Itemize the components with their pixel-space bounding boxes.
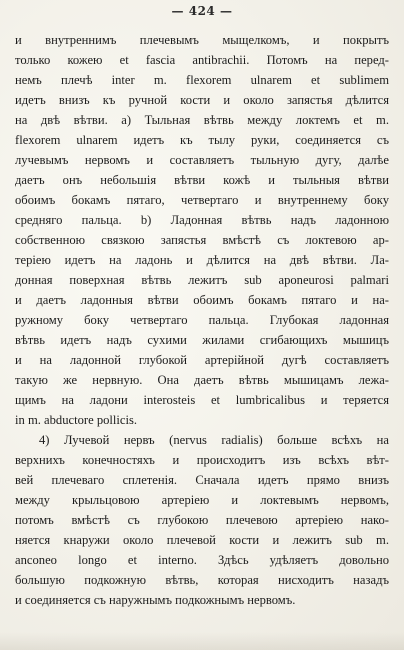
text-line: flexorem ulnarem идетъ къ тылу руки, соединяется съ	[15, 133, 389, 147]
text-line: между крыльцовою артеріею и локтевымъ нервомъ,	[15, 493, 389, 507]
text-line: и соединяется съ наружнымъ подкожнымъ нервомъ.	[15, 593, 296, 607]
text-line: anconeo longo et interno. Здѣсь удѣляетъ довольно	[15, 553, 389, 567]
text-line: немъ плечѣ inter m. flexorem ulnarem et sublimem	[15, 73, 389, 87]
text-line: вей плечеваго сплетенія. Сначала идетъ прямо внизъ	[15, 473, 389, 487]
text-line: большую подкожную вѣтвь, которая нисходитъ назадъ	[15, 573, 389, 587]
text-line: няется кнаружи около плечевой кости и лежитъ sub m.	[15, 533, 389, 547]
text-line: in m. abductore pollicis.	[15, 413, 138, 427]
text-line: теріею идетъ на ладонь и дѣлится на двѣ вѣтви. Ла-	[15, 253, 389, 267]
text-line: обоимъ бокамъ пятаго, четвертаго и внутреннему боку	[15, 193, 389, 207]
text-line: даетъ онъ небольшія вѣтви кожѣ и тыльныя вѣтви	[15, 173, 389, 187]
text-line: идетъ внизъ къ ручной кости и около запястья дѣлится	[15, 93, 389, 107]
page-number: — 424 —	[171, 4, 233, 18]
text-line: на двѣ вѣтви. a) Тыльная вѣтвь между локтемъ et m.	[15, 113, 389, 127]
text-line: только кожею et fascia antibrachii. Потомъ на перед-	[15, 53, 389, 67]
text-line: собственною связкою запястья вмѣстѣ съ локтевою ар-	[15, 233, 389, 247]
text-line: и внутреннимъ плечевымъ мыщелкомъ, и покрытъ	[15, 33, 389, 47]
text-line: средняго пальца. b) Ладонная вѣтвь надъ ладонною	[15, 213, 389, 227]
text-line: лучевымъ нервомъ и составляетъ тыльную дугу, далѣе	[15, 153, 389, 167]
text-line: щимъ на ладони interosteis et lumbricalibus и теряется	[15, 393, 389, 407]
text-line: такую же нервную. Она даетъ вѣтвь мышицамъ лежа-	[15, 373, 389, 387]
page-edge-shadow	[0, 632, 404, 650]
text-line: ружному боку четвертаго пальца. Глубокая ладонная	[15, 313, 389, 327]
text-line: и даетъ ладонныя вѣтви обоимъ бокамъ пятаго и на-	[15, 293, 389, 307]
text-line: донная поверхная вѣтвь лежитъ sub aponeurosi palmari	[15, 273, 389, 287]
text-line: потомъ вмѣстѣ съ глубокою плечевою артеріею нако-	[15, 513, 389, 527]
body-text	[15, 30, 389, 610]
text-line: вѣтвь идетъ надъ сухими жилами сгибающихъ мышицъ	[15, 333, 389, 347]
text-line: и на ладонной глубокой артерійной дугѣ составляетъ	[15, 353, 389, 367]
section-heading-line: 4) Лучевой нервъ (nervus radialis) больше всѣхъ на	[39, 433, 389, 447]
text-line: верхнихъ конечностяхъ и происходитъ изъ всѣхъ вѣт-	[15, 453, 389, 467]
